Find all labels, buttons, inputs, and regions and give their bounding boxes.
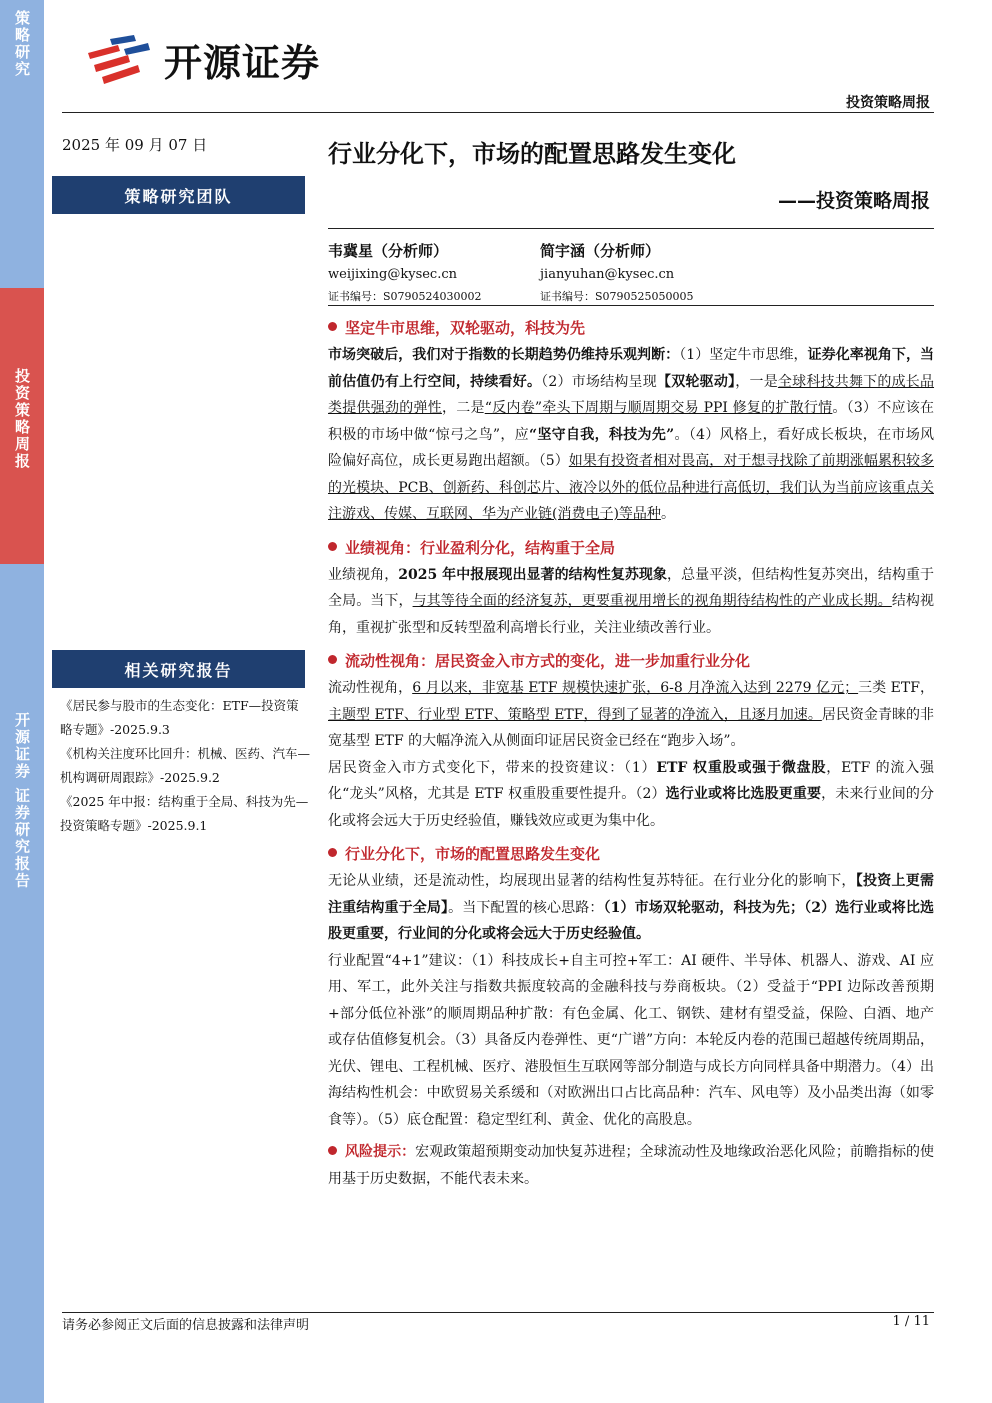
side-bar [0,0,44,1403]
section-liquidity [328,647,934,834]
risk-paragraph: 风险提示：宏观政策超预期变动加快复苏进程；全球流动性及地缘政治恶化风险；前瞻指标的使用基于历史数据，不能代表未来。 [328,1144,935,1187]
section-bull-market [328,314,934,528]
logo-mark-icon [84,35,154,85]
analyst-card [540,240,760,304]
bullet-dot-icon [328,1146,337,1155]
report-body [328,314,934,1192]
header-divider [62,112,934,113]
related-reports-list [60,694,310,838]
related-report-link[interactable]: 《机构关注度环比回升：机械、医药、汽车—机构调研周跟踪》-2025.9.2 [60,746,311,785]
side-tab-brand [0,564,44,1403]
analyst-card [328,240,548,304]
side-tab-label: 策略研究 [13,10,31,78]
title-divider [328,228,934,229]
section-heading: 流动性视角：居民资金入市方式的变化，进一步加重行业分化 [328,647,934,675]
footer-disclaimer: 请务必参阅正文后面的信息披露和法律声明 [62,1318,310,1333]
section-paragraph: 居民资金入市方式变化下，带来的投资建议：（1）ETF 权重股或强于微盘股，ETF 的流入强化“龙头”风格，尤其是 ETF 权重股重要性提升。（2）选行业或将比选股更重要，未来行业间的分化或将会远大于历史经验值，赚钱效应或更为集中化。 [328,759,935,829]
section-paragraph: 业绩视角，2025 年中报展现出显著的结构性复苏现象，总量平淡，但结构性复苏突出，结构重于全局。当下，与其等待全面的经济复苏，更要重视用增长的视角期待结构性的产业成长期。结构视角，重视扩张型和反转型盈利高增长行业，关注业绩改善行业。 [328,566,935,636]
section-allocation [328,840,934,1133]
analyst-name: 简宇涵（分析师） [540,242,661,260]
bullet-dot-icon [328,848,337,857]
bullet-dot-icon [328,322,337,331]
footer-divider [62,1312,934,1313]
bullet-dot-icon [328,542,337,551]
brand-name: 开源证券 [164,41,321,85]
page-number: 1 / 11 [892,1314,930,1329]
section-earnings [328,534,934,642]
section-paragraph: 无论从业绩，还是流动性，均展现出显著的结构性复苏特征。在行业分化的影响下，【投资上更需注重结构重于全局】。当下配置的核心思路：（1）市场双轮驱动，科技为先；（2）选行业或将比选股更重要，行业间的分化或将会远大于历史经验值。 [328,873,935,942]
brand-logo [84,32,320,87]
report-subtitle: ——投资策略周报 [777,190,930,212]
side-tab-label: 开源证券 证券研究报告 [13,712,31,890]
report-title: 行业分化下，市场的配置思路发生变化 [328,140,736,168]
bullet-dot-icon [328,655,337,664]
section-paragraph: 市场突破后，我们对于指数的长期趋势仍维持乐观判断：（1）坚定牛市思维，证券化率视角下，当前估值仍有上行空间，持续看好。（2）市场结构呈现【双轮驱动】，一是全球科技共舞下的成长品类提供强劲的弹性，二是“反内卷”牵头下周期与顺周期交易 PPI 修复的扩散行情。（3）不应该在积极的市场中做“惊弓之鸟”，应“坚守自我，科技为先”。（4）风格上，看好成长板块，在市场风险偏好高位，成长更易跑出超额。（5）如果有投资者相对畏高，对于想寻找除了前期涨幅累积较多的光模块、PCB、创新药、科创芯片、液冷以外的低位品种进行高低切，我们认为当前应该重点关注游戏、传媒、互联网、华为产业链(消费电子)等品种。 [328,347,935,522]
section-paragraph: 流动性视角，6 月以来，非宽基 ETF 规模快速扩张，6-8 月净流入达到 2279 亿元；三类 ETF，主题型 ETF、行业型 ETF、策略型 ETF，得到了显著的净流入，且逐月加速。居民资金青睐的非宽基型 ETF 的大幅净流入从侧面印证居民资金已经在“跑步入场”。 [328,680,935,749]
analyst-divider [328,305,934,306]
analyst-cert: 证书编号：S0790525050005 [540,290,694,303]
section-risk [328,1139,934,1192]
side-tab-weekly [0,288,44,564]
analyst-email[interactable]: jianyuhan@kysec.cn [540,267,675,282]
related-reports-label: 相关研究报告 [52,650,305,688]
related-report-link[interactable]: 《2025 年中报：结构重于全局、科技为先—投资策略专题》-2025.9.1 [60,794,309,833]
section-paragraph: 行业配置“4+1”建议：（1）科技成长+自主可控+军工：AI 硬件、半导体、机器人、游戏、AI 应用、军工，此外关注与指数共振度较高的金融科技与券商板块。（2）受益于“PPI 边际改善预期+部分低位补涨”的顺周期品种扩散：有色金属、化工、钢铁、建材有望受益，保险、白酒、地产或存估值修复机会。（3）具备反内卷弹性、更“广谱”方向：本轮反内卷的范围已超越传统周期品，光伏、锂电、工程机械、医疗、港股恒生互联网等部分制造与成长方向同样具备中期潜力。（4）出海结构性机会：中欧贸易关系缓和（对欧洲出口占比高品种：汽车、风电等）及小品类出海（如零食等）。（5）底仓配置：稳定型红利、黄金、优化的高股息。 [328,952,934,1128]
related-report-link[interactable]: 《居民参与股市的生态变化：ETF—投资策略专题》-2025.9.3 [60,698,299,737]
section-heading: 业绩视角：行业盈利分化，结构重于全局 [328,534,934,562]
analyst-cert: 证书编号：S0790524030002 [328,290,482,303]
section-heading: 行业分化下，市场的配置思路发生变化 [328,840,934,868]
side-tab-strategy [0,0,44,288]
analyst-name: 韦冀星（分析师） [328,242,449,260]
analyst-email[interactable]: weijixing@kysec.cn [328,267,458,282]
side-tab-label: 投资策略周报 [13,368,31,470]
team-label-box: 策略研究团队 [52,176,305,214]
section-heading: 坚定牛市思维，双轮驱动，科技为先 [328,314,934,342]
report-date: 2025 年 09 月 07 日 [62,136,208,154]
header-report-type: 投资策略周报 [846,95,930,111]
